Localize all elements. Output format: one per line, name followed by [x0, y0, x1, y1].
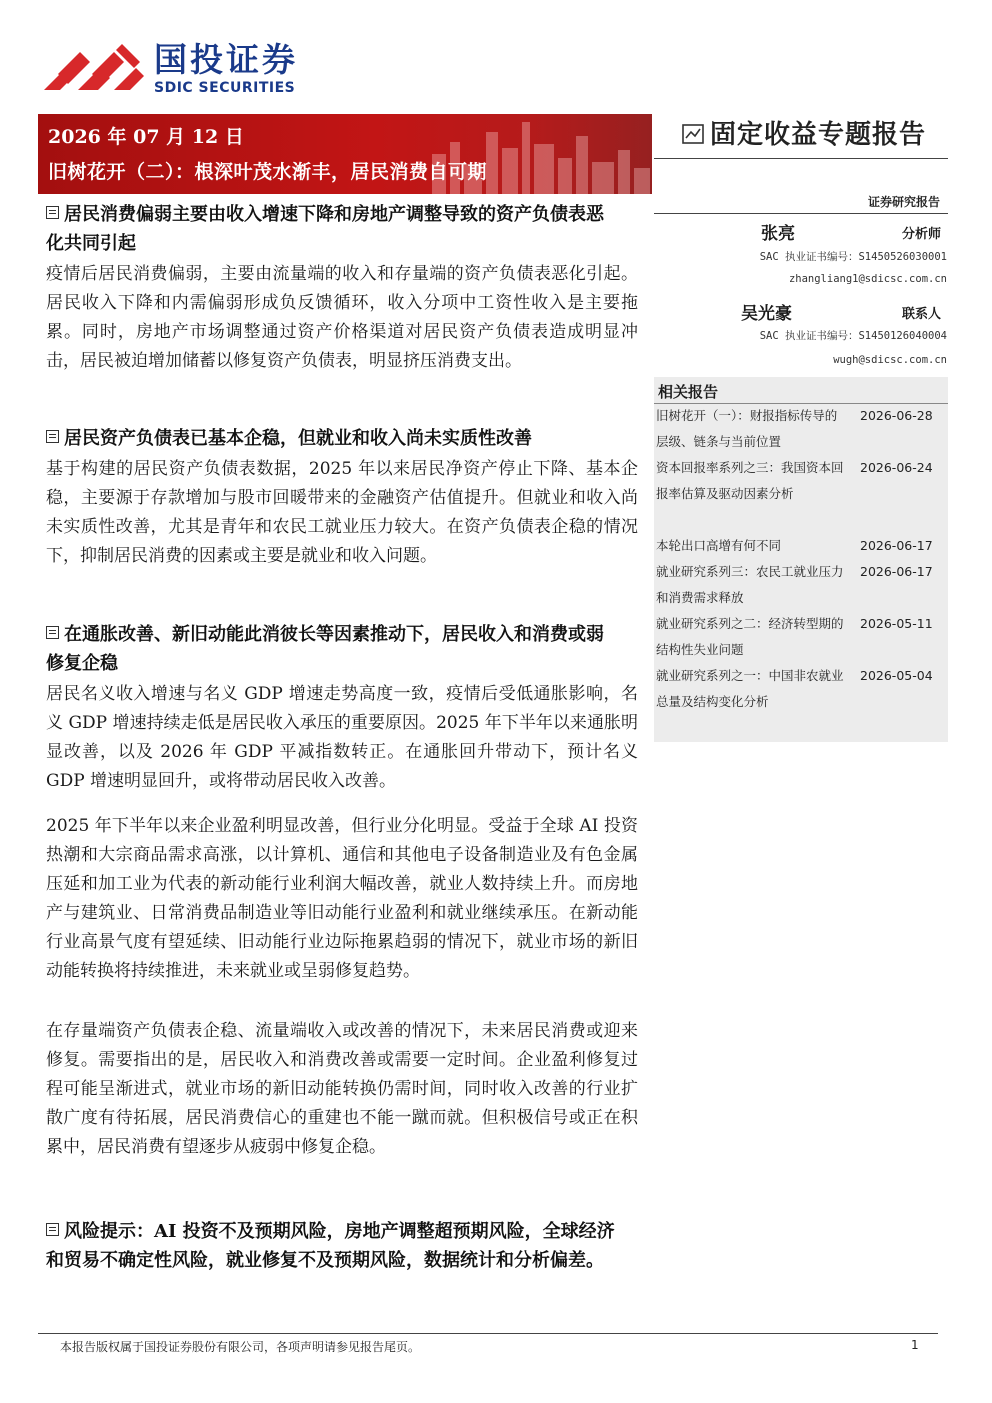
related-report-date: 2026-05-11	[860, 616, 933, 631]
contact-role: 联系人	[902, 307, 942, 322]
contact-cert: SAC 执业证书编号：S1450126040004	[759, 330, 947, 342]
paragraph: 基于构建的居民资产负债表数据，2025 年以来居民净资产停止下降、基本企稳，主要源于存款增加与股市回暖带来的金融资产估值提升。但就业和收入尚未实质性改善，尤其是青年和农民工就业压力较大。在资产负债表企稳的情况下，抑制居民消费的因素或主要是就业和收入问题。	[46, 459, 638, 566]
related-report-date: 2026-06-17	[860, 564, 933, 579]
analyst-cert: SAC 执业证书编号：S1450526030001	[759, 251, 947, 263]
divider	[654, 213, 948, 214]
section-heading	[46, 200, 616, 258]
list-bullet-icon	[46, 1223, 59, 1236]
analyst-email[interactable]: zhangliang1@sdicsc.com.cn	[788, 273, 947, 285]
contact-name: 吴光豪	[741, 304, 792, 324]
list-bullet-icon	[46, 626, 59, 639]
title-banner	[38, 114, 652, 194]
paragraph: 2025 年下半年以来企业盈利明显改善，但行业分化明显。受益于全球 AI 投资热潮和大宗商品需求高涨，以计算机、通信和其他电子设备制造业及有色金属压延和加工业为代表的新动能行业利润大幅改善，就业人数持续上升。而房地产与建筑业、日常消费品制造业等旧动能行业盈利和就业继续承压。在新动能行业高景气度有望延续、旧动能行业边际拖累趋弱的情况下，就业市场的新旧动能转换将持续推进，未来就业或呈弱修复趋势。	[46, 816, 638, 981]
related-report-link[interactable]: 就业研究系列三：农民工就业压力和消费需求释放	[656, 564, 844, 605]
footer-disclaimer: 本报告版权属于国投证券股份有限公司，各项声明请参见报告尾页。	[60, 1340, 421, 1354]
section-heading	[46, 620, 616, 678]
report-date: 2026 年 07 月 12 日	[48, 126, 244, 148]
section-heading-text: 居民消费偏弱主要由收入增速下降和房地产调整导致的资产负债表恶化共同引起	[46, 204, 604, 254]
related-report-link[interactable]: 旧树花开（一）：财报指标传导的层级、链条与当前位置	[656, 408, 838, 449]
logo-name-en: SDIC SECURITIES	[154, 80, 296, 96]
related-report-link[interactable]: 就业研究系列之一：中国非农就业总量及结构变化分析	[656, 668, 844, 709]
related-reports-panel	[654, 377, 948, 742]
paragraph: 在存量端资产负债表企稳、流量端收入或改善的情况下，未来居民消费或迎来修复。需要指出的是，居民收入和消费改善或需要一定时间。企业盈利修复过程可能呈渐进式，就业市场的新旧动能转换仍需时间，同时收入改善的行业扩散广度有待拓展，居民消费信心的重建也不能一蹴而就。但积极信号或正在积累中，居民消费有望逐步从疲弱中修复企稳。	[46, 1021, 638, 1157]
related-report-date: 2026-06-17	[860, 538, 933, 553]
related-report-date: 2026-06-28	[860, 408, 933, 423]
list-bullet-icon	[46, 430, 59, 443]
list-bullet-icon	[46, 206, 59, 219]
related-reports-title: 相关报告	[658, 383, 719, 401]
report-type	[682, 116, 952, 156]
analyst-name: 张亮	[761, 224, 795, 244]
section-heading	[46, 424, 616, 453]
related-report-link[interactable]: 本轮出口高增有何不同	[656, 538, 782, 553]
related-report-link[interactable]: 资本回报率系列之三：我国资本回报率估算及驱动因素分析	[656, 460, 844, 501]
report-title: 旧树花开（二）：根深叶茂水渐丰，居民消费自可期	[48, 161, 488, 183]
footer-divider	[38, 1333, 938, 1334]
logo-name-cn: 国投证券	[154, 40, 298, 79]
related-report-date: 2026-06-24	[860, 460, 933, 475]
risk-warning	[46, 1217, 616, 1275]
related-report-link[interactable]: 就业研究系列之二：经济转型期的结构性失业问题	[656, 616, 844, 657]
paragraph: 疫情后居民消费偏弱，主要由流量端的收入和存量端的资产负债表恶化引起。居民收入下降和内需偏弱形成负反馈循环，收入分项中工资性收入是主要拖累。同时，房地产市场调整通过资产价格渠道对居民资产负债表造成明显冲击，居民被迫增加储蓄以修复资产负债表，明显挤压消费支出。	[46, 264, 638, 371]
report-type-label: 固定收益专题报告	[710, 120, 927, 150]
chart-line-icon	[682, 124, 704, 144]
logo-mark-icon	[44, 44, 144, 90]
company-logo	[44, 40, 324, 100]
contact-email[interactable]: wugh@sdicsc.com.cn	[833, 354, 947, 366]
section-heading-text: 在通胀改善、新旧动能此消彼长等因素推动下，居民收入和消费或弱修复企稳	[46, 624, 604, 674]
report-category: 证券研究报告	[867, 195, 940, 209]
paragraph: 居民名义收入增速与名义 GDP 增速走势高度一致，疫情后受低通胀影响，名义 GDP 增速持续走低是居民收入承压的重要原因。2025 年下半年以来通胀明显改善，以及 2026 年 GDP 平减指数转正。在通胀回升带动下，预计名义 GDP 增速明显回升，或将带动居民收入改善。	[46, 684, 638, 791]
divider	[654, 158, 948, 159]
analyst-role: 分析师	[902, 227, 942, 242]
risk-warning-text: 风险提示：AI 投资不及预期风险，房地产调整超预期风险，全球经济和贸易不确定性风险，就业修复不及预期风险，数据统计和分析偏差。	[46, 1221, 615, 1271]
related-report-date: 2026-05-04	[860, 668, 933, 683]
page-number: 1	[911, 1338, 919, 1352]
section-heading-text: 居民资产负债表已基本企稳，但就业和收入尚未实质性改善	[64, 428, 532, 449]
